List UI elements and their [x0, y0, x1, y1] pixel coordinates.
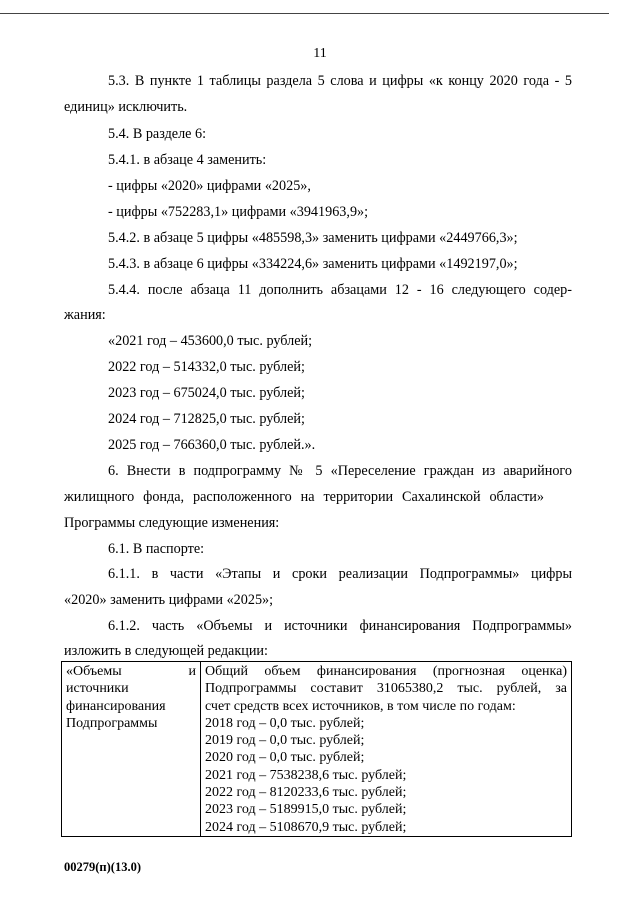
year-2024-line: 2024 год – 712825,0 тыс. рублей; [108, 411, 305, 427]
paragraph-6-line-2: жилищного фонда, расположенного на территории Сахалинской области» [64, 489, 544, 505]
financing-intro-line-2: Подпрограммы составит 31065380,2 тыс. рублей, за [205, 681, 567, 697]
financing-intro-line-3: счет средств всех источников, в том числе по годам: [205, 698, 516, 714]
paragraph-5-4-4-line-2: жания: [64, 307, 106, 323]
financing-year-2019: 2019 год – 0,0 тыс. рублей; [205, 733, 365, 749]
paragraph-5-4: 5.4. В разделе 6: [108, 126, 207, 142]
year-2023-line: 2023 год – 675024,0 тыс. рублей; [108, 385, 305, 401]
paragraph-5-3-line-1: 5.3. В пункте 1 таблицы раздела 5 слова и цифры «к концу 2020 года - 5 [108, 73, 572, 89]
paragraph-5-4-1-b: - цифры «752283,1» цифрами «3941963,9»; [108, 204, 369, 220]
financing-label-cell [62, 662, 201, 837]
year-2021-line: «2021 год – 453600,0 тыс. рублей; [108, 333, 313, 349]
year-2025-line: 2025 год – 766360,0 тыс. рублей.». [108, 437, 316, 453]
paragraph-6-1-1-line-1: 6.1.1. в части «Этапы и сроки реализации Подпрограммы» цифры [108, 566, 572, 582]
financing-table [61, 661, 572, 837]
paragraph-5-4-2: 5.4.2. в абзаце 5 цифры «485598,3» заменить цифрами «2449766,3»; [108, 230, 518, 246]
financing-year-2020: 2020 год – 0,0 тыс. рублей; [205, 750, 365, 766]
financing-year-2022: 2022 год – 8120233,6 тыс. рублей; [205, 785, 407, 801]
financing-year-2023: 2023 год – 5189915,0 тыс. рублей; [205, 802, 407, 818]
top-rule [0, 13, 609, 14]
paragraph-5-4-1-a: - цифры «2020» цифрами «2025», [108, 178, 311, 194]
paragraph-5-4-3: 5.4.3. в абзаце 6 цифры «334224,6» заменить цифрами «1492197,0»; [108, 256, 518, 272]
paragraph-6-line-1: 6. Внести в подпрограмму № 5 «Переселение граждан из аварийного [108, 463, 572, 479]
financing-year-2024: 2024 год – 5108670,9 тыс. рублей; [205, 819, 407, 835]
table-row [62, 662, 572, 837]
paragraph-6-1-1-line-2: «2020» заменить цифрами «2025»; [64, 592, 274, 608]
financing-year-2021: 2021 год – 7538238,6 тыс. рублей; [205, 767, 407, 783]
paragraph-5-4-1: 5.4.1. в абзаце 4 заменить: [108, 152, 267, 168]
paragraph-6-1-2-line-1: 6.1.2. часть «Объемы и источники финансирования Подпрограммы» [108, 618, 572, 634]
paragraph-5-4-4-line-1: 5.4.4. после абзаца 11 дополнить абзацами 12 - 16 следующего содер- [108, 282, 572, 298]
financing-year-2018: 2018 год – 0,0 тыс. рублей; [205, 715, 365, 731]
financing-details-cell [201, 662, 572, 837]
year-2022-line: 2022 год – 514332,0 тыс. рублей; [108, 359, 305, 375]
page-number: 11 [313, 46, 327, 61]
document-code: 00279(п)(13.0) [64, 860, 141, 874]
financing-label: «Объемы и источники финансирования Подпрограммы [66, 664, 196, 731]
paragraph-6-line-3: Программы следующие изменения: [64, 515, 280, 531]
paragraph-5-3-line-2: единиц» исключить. [64, 99, 188, 115]
paragraph-6-1-2-line-2: изложить в следующей редакции: [64, 643, 268, 659]
paragraph-6-1: 6.1. В паспорте: [108, 541, 205, 557]
financing-intro-line-1: Общий объем финансирования (прогнозная оценка) [205, 664, 567, 679]
